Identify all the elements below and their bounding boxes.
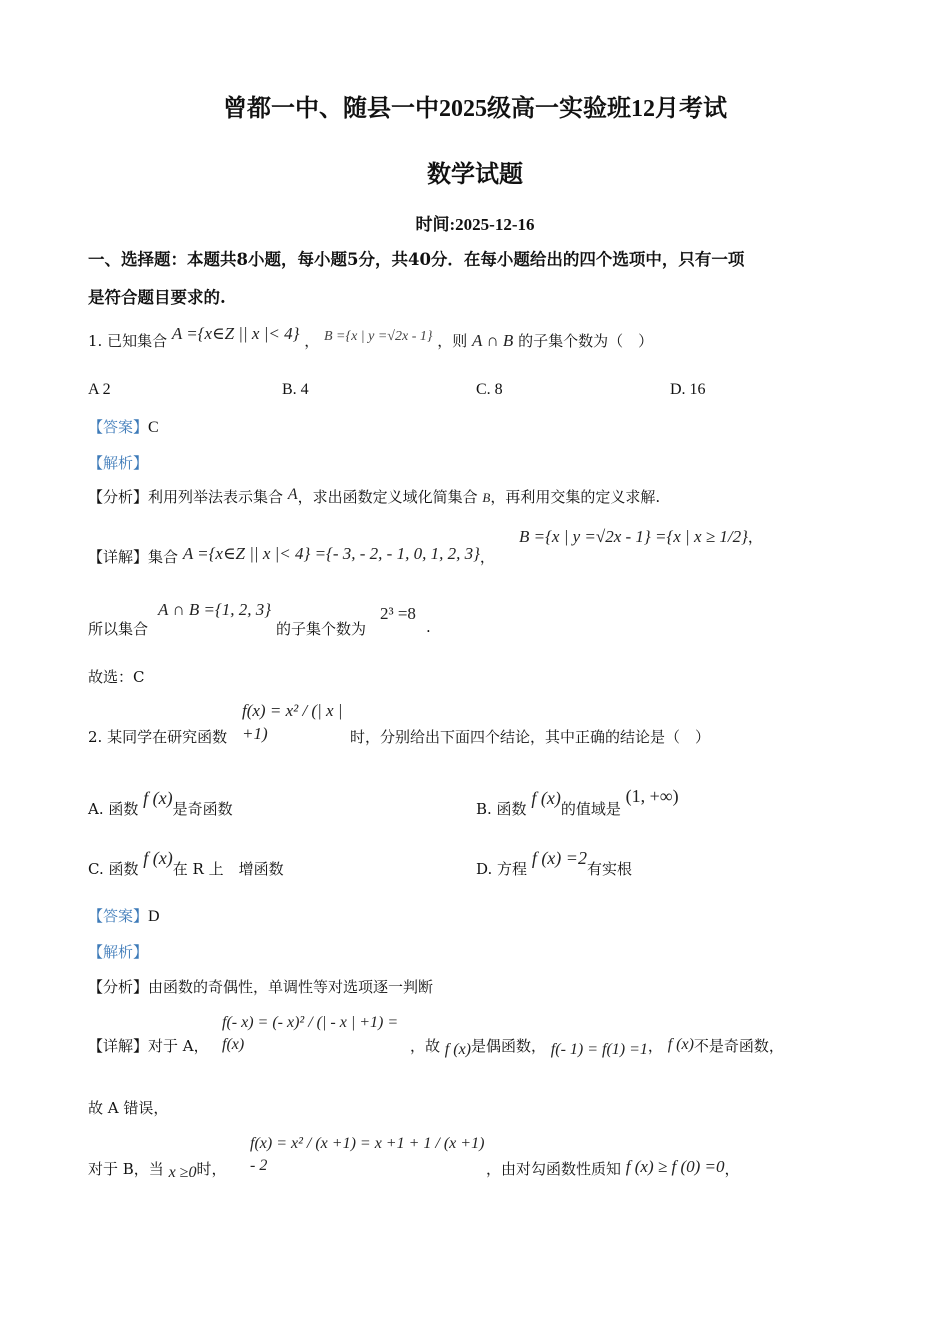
q2-b-rest — [486, 1158, 740, 1179]
q2-detail-math4: f (x) — [667, 1036, 694, 1053]
q2-detail-text3: 是偶函数， — [471, 1037, 547, 1055]
q1-fenxi — [88, 486, 660, 507]
q2-b-math3: f (x) ≥ f (0) =0 — [625, 1157, 725, 1176]
q2-fenxi-text: 由函数的奇偶性，单调性等对选项逐一判断 — [148, 978, 434, 996]
q1-detail — [88, 546, 495, 567]
q2-opta-post: 是奇函数 — [172, 800, 233, 818]
q2-optb-pre: B. 函数 — [476, 800, 527, 818]
q2-b-math1: x ≥0 — [168, 1164, 197, 1181]
q2-detail-math2: f (x) — [444, 1041, 471, 1058]
q2-fenxi — [88, 976, 433, 997]
q2-detail-tag: 【详解】 — [88, 1037, 149, 1055]
q2-opta-pre: A. 函数 — [88, 800, 139, 818]
q1-so-end: . — [426, 618, 431, 636]
q1-intersection: A ∩ B — [472, 331, 514, 350]
exam-subtitle: 数学试题 — [427, 162, 523, 188]
q2-detail-text4: ， — [647, 1037, 663, 1055]
q2-suffix: 时，分别给出下面四个结论，其中正确的结论是（ ） — [350, 728, 711, 746]
q1-option-c: C. 8 — [476, 381, 503, 398]
q1-suffix-pre: ，则 — [437, 332, 468, 350]
q1-so-math2: 2³ =8 — [380, 604, 416, 623]
section-heading-line1: 一、选择题：本题共8小题，每小题5分，共40分．在每小题给出的四个选项中，只有一项 — [88, 250, 745, 269]
q2-optb-math: f (x) — [531, 788, 561, 808]
q2-b-text3: ，由对勾函数性质知 — [486, 1160, 622, 1178]
q2-b-math2: f(x) = x² / (x +1) = x +1 + 1 / (x +1) - 2 — [250, 1135, 485, 1174]
q1-detail-math2: B ={x | y =√2x - 1} ={x | x ≥ 1/2} — [519, 527, 748, 546]
q1-fenxi-text1: 利用列举法表示集合 — [148, 488, 284, 506]
q2-option-c — [88, 848, 284, 879]
q1-answer-value: C — [148, 419, 159, 436]
q2-optc-math: f (x) — [143, 848, 173, 868]
q2-detail-text1: 对于 A， — [148, 1037, 209, 1055]
q2-b-intro — [88, 1158, 226, 1179]
q2-detail-text5: 不是奇函数， — [693, 1037, 784, 1055]
q2-detail-rest — [410, 1035, 784, 1056]
q1-detail-end: ， — [747, 528, 763, 546]
q2-detail-math1: f(- x) = (- x)² / (| - x | +1) = f(x) — [222, 1014, 399, 1053]
q1-detail-set-b — [519, 526, 763, 547]
q2-optd-post: 有实根 — [586, 860, 632, 878]
q1-option-a: A 2 — [88, 381, 111, 398]
q1-set-a: A ={x∈Z || x |< 4} — [171, 324, 300, 343]
q2-detail-a — [88, 1035, 209, 1056]
q2-b-math2-wrap — [250, 1133, 486, 1176]
q2-answer-tag: 【答案】 — [88, 907, 149, 925]
q2-func — [242, 700, 350, 746]
q1-detail-comma: ， — [479, 548, 495, 566]
q2-detail-math1-wrap — [222, 1012, 410, 1055]
q2-detail-line2: 故 A 错误， — [88, 1099, 169, 1117]
q1-set-b: B ={x | y =√2x - 1} — [323, 329, 433, 344]
q2-prefix: 2. 某同学在研究函数 — [88, 728, 228, 746]
q1-answer — [88, 416, 159, 437]
q2-answer-value: D — [148, 908, 160, 925]
q1-comma: ， — [304, 332, 320, 350]
q1-prefix: 1. 已知集合 — [88, 332, 168, 350]
q2-answer — [88, 905, 160, 926]
q1-suffix-post: 的子集个数为（ ） — [518, 332, 654, 350]
q2-optd-pre: D. 方程 — [476, 860, 528, 878]
q2-optb-mid: 的值域是 — [560, 800, 621, 818]
q2-b-text1: 对于 B，当 — [88, 1160, 164, 1178]
q2-analysis-tag: 【解析】 — [88, 943, 149, 961]
q1-fenxi-text2: ，求出函数定义域化简集合 — [297, 488, 478, 506]
q2-func-math: f(x) = x² / (| x | +1) — [242, 701, 343, 743]
exam-time: 时间:2025-12-16 — [415, 215, 535, 234]
q2-optd-math: f (x) =2 — [531, 848, 587, 868]
q2-b-text2: 时， — [196, 1160, 227, 1178]
q2-option-a — [88, 788, 233, 819]
q1-fenxi-text3: ，再利用交集的定义求解. — [490, 488, 661, 506]
q1-so-math: A ∩ B ={1, 2, 3} — [158, 600, 272, 619]
q2-detail-math3: f(- 1) = f(1) =1 — [550, 1041, 648, 1058]
section-heading-line2: 是符合题目要求的. — [88, 288, 226, 307]
q2-optc-post: 在 R 上 增函数 — [172, 860, 284, 878]
question-1 — [88, 324, 654, 351]
exam-title: 曾都一中、随县一中2025级高一实验班12月考试 — [223, 96, 727, 122]
q2-optb-math2: (1, +∞) — [625, 786, 679, 806]
q1-choice: 故选：C — [88, 668, 145, 686]
q1-so-text2: 的子集个数为 — [276, 620, 367, 638]
q1-answer-tag: 【答案】 — [88, 418, 149, 436]
q1-fenxi-a: A — [287, 486, 298, 503]
q2-optc-pre: C. 函数 — [88, 860, 139, 878]
q1-detail-math1: A ={x∈Z || x |< 4} ={- 3, - 2, - 1, 0, 1, 2, 3} — [182, 544, 480, 563]
q2-fenxi-tag: 【分析】 — [88, 978, 149, 996]
q2-opta-math: f (x) — [143, 788, 173, 808]
q1-fenxi-tag: 【分析】 — [88, 488, 149, 506]
q1-so-text: 所以集合 — [88, 620, 149, 638]
q1-option-b: B. 4 — [282, 381, 309, 398]
q1-detail-text: 集合 — [148, 548, 179, 566]
q1-fenxi-b: B — [482, 490, 491, 505]
q1-detail-tag: 【详解】 — [88, 548, 149, 566]
q1-analysis-tag: 【解析】 — [88, 454, 149, 472]
q1-option-d: D. 16 — [670, 381, 706, 398]
q2-b-end: ， — [724, 1160, 740, 1178]
q2-option-d — [476, 848, 632, 879]
q2-option-b — [476, 786, 679, 819]
q2-detail-text2: ，故 — [410, 1037, 441, 1055]
